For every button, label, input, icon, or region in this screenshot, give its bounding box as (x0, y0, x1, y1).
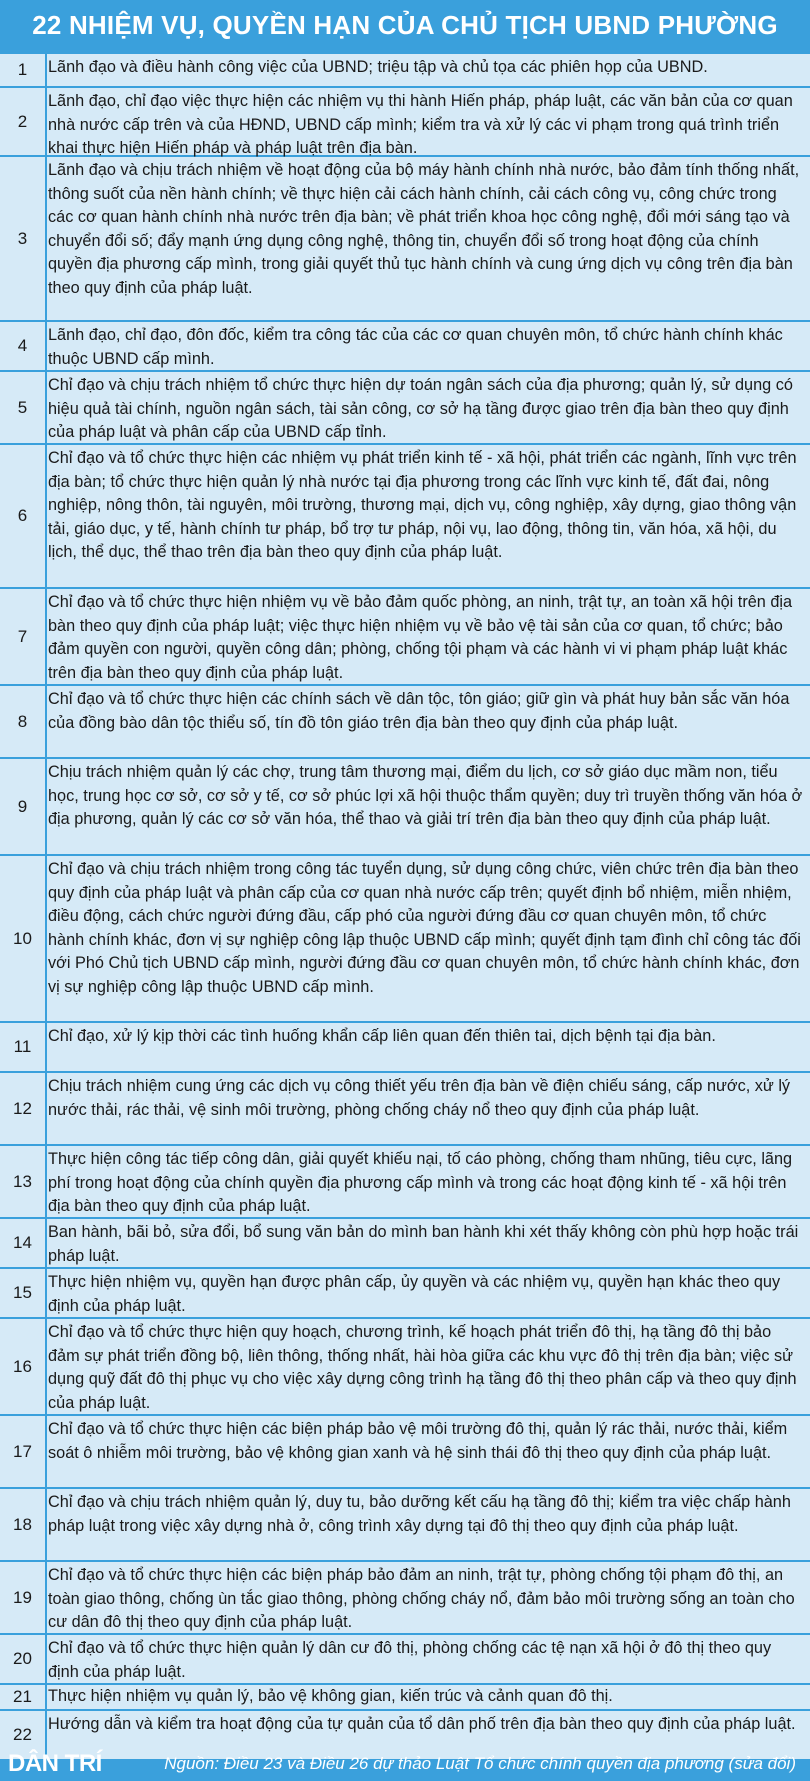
row-text: Chịu trách nhiệm cung ứng các dịch vụ công thiết yếu trên địa bàn về điện chiếu sáng, cấp nước, xử lý nước thải, rác thải, vệ sinh môi trường, phòng chống cháy nổ theo quy định của pháp luật. (48, 1077, 791, 1119)
row-text: Lãnh đạo và điều hành công việc của UBND; triệu tập và chủ tọa các phiên họp của UBND. (48, 58, 708, 76)
row-text: Lãnh đạo, chỉ đạo việc thực hiện các nhiệm vụ thi hành Hiến pháp, pháp luật, các văn bản của cơ quan nhà nước cấp trên và của HĐND, UBND cấp mình; kiểm tra và xử lý các vi phạm trong quá trình triển khai thực hiện Hiến pháp và pháp luật trên địa bàn. (48, 92, 793, 157)
row-text: Chỉ đạo, xử lý kịp thời các tình huống khẩn cấp liên quan đến thiên tai, dịch bệnh tại địa bàn. (48, 1027, 716, 1045)
row-number: 19 (0, 1562, 47, 1633)
table-row (0, 1489, 810, 1560)
table-row (0, 54, 810, 86)
row-number: 8 (0, 686, 47, 757)
table-row (0, 1023, 810, 1071)
row-text: Chịu trách nhiệm quản lý các chợ, trung tâm thương mại, điểm du lịch, cơ sở giáo dục mầm non, tiểu học, trung học cơ sở, cơ sở y tế, cơ sở phúc lợi xã hội thuộc thẩm quyền; duy trì truyền thống văn hóa ở địa phương, quản lý các cơ sở văn hóa, thể thao và giải trí trên địa bàn theo quy định của pháp luật. (48, 763, 803, 828)
table-row (0, 686, 810, 757)
row-text: Chỉ đạo và tổ chức thực hiện các nhiệm vụ phát triển kinh tế - xã hội, phát triển các ngành, lĩnh vực trên địa bàn; tổ chức thực hiện quản lý nhà nước tại địa phương trong các lĩnh vực kinh tế, đất đai, nông nghiệp, nông thôn, tài nguyên, môi trường, thương mại, dịch vụ, công nghiệp, xây dựng, giao thông vận tải, giáo dục, y tế, hành chính tư pháp, bổ trợ tư pháp, nội vụ, lao động, thông tin, văn hóa, xã hội, du lịch, thể dục, thể thao trên địa bàn theo quy định của pháp luật. (48, 449, 797, 561)
table-row (0, 1685, 810, 1709)
row-number: 2 (0, 88, 47, 155)
row-number: 14 (0, 1219, 47, 1267)
row-text: Chỉ đạo và tổ chức thực hiện quy hoạch, chương trình, kế hoạch phát triển đô thị, hạ tầng đô thị bảo đảm sự phát triển đồng bộ, liên thông, thống nhất, hài hòa giữa các khu vực đô thị trên địa bàn; việc sử dụng quỹ đất đô thị phục vụ cho việc xây dựng công trình hạ tầng đô thị theo phân cấp và theo quy định của pháp luật. (48, 1323, 797, 1412)
table-row (0, 1073, 810, 1144)
row-number: 11 (0, 1023, 47, 1071)
table-row (0, 322, 810, 370)
row-text: Chỉ đạo và tổ chức thực hiện các chính sách về dân tộc, tôn giáo; giữ gìn và phát huy bản sắc văn hóa của đồng bào dân tộc thiểu số, tín đồ tôn giáo trên địa bàn theo quy định của pháp luật. (48, 690, 790, 732)
row-text: Hướng dẫn và kiểm tra hoạt động của tự quản của tổ dân phố trên địa bàn theo quy định của pháp luật. (48, 1715, 796, 1733)
row-number: 16 (0, 1319, 47, 1414)
row-number: 6 (0, 445, 47, 587)
footer (0, 1748, 810, 1781)
row-number: 18 (0, 1489, 47, 1560)
page-title: 22 NHIỆM VỤ, QUYỀN HẠN CỦA CHỦ TỊCH UBND PHƯỜNG (0, 0, 810, 50)
table-row (0, 1269, 810, 1317)
row-text: Thực hiện nhiệm vụ, quyền hạn được phân cấp, ủy quyền và các nhiệm vụ, quyền hạn khác theo quy định của pháp luật. (48, 1273, 781, 1315)
table-row (0, 1635, 810, 1683)
row-text: Chỉ đạo và tổ chức thực hiện nhiệm vụ về bảo đảm quốc phòng, an ninh, trật tự, an toàn xã hội trên địa bàn theo quy định của pháp luật; việc thực hiện nhiệm vụ về bảo vệ tài sản của cơ quan, tổ chức; bảo đảm quyền con người, quyền công dân; phòng, chống tội phạm và các hành vi vi phạm pháp luật khác trên địa bàn theo quy định của pháp luật. (48, 593, 793, 682)
row-number: 21 (0, 1685, 47, 1709)
table-row (0, 1562, 810, 1633)
table-row (0, 88, 810, 155)
row-text: Chỉ đạo và chịu trách nhiệm quản lý, duy tu, bảo dưỡng kết cấu hạ tầng đô thị; kiểm tra việc chấp hành pháp luật trong việc xây dựng nhà ở, công trình xây dựng tại đô thị theo quy định của pháp luật. (48, 1493, 791, 1535)
table-row (0, 1219, 810, 1267)
row-number: 1 (0, 54, 47, 86)
row-number: 15 (0, 1269, 47, 1317)
row-text: Thực hiện nhiệm vụ quản lý, bảo vệ không gian, kiến trúc và cảnh quan đô thị. (48, 1687, 613, 1705)
row-number: 22 (0, 1711, 47, 1759)
row-text: Chỉ đạo và tổ chức thực hiện quản lý dân cư đô thị, phòng chống các tệ nạn xã hội ở đô thị theo quy định của pháp luật. (48, 1639, 772, 1681)
table-row (0, 1319, 810, 1414)
table-row (0, 1416, 810, 1487)
row-text: Chỉ đạo và chịu trách nhiệm tổ chức thực hiện dự toán ngân sách của địa phương; quản lý, sử dụng có hiệu quả tài chính, nguồn ngân sách, tài sản công, cơ sở hạ tầng được giao trên địa bàn theo quy định của pháp luật và phân cấp của UBND cấp tỉnh. (48, 376, 793, 441)
table-row (0, 157, 810, 320)
row-number: 17 (0, 1416, 47, 1487)
row-text: Lãnh đạo và chịu trách nhiệm về hoạt động của bộ máy hành chính nhà nước, bảo đảm tính thống nhất, thông suốt của nền hành chính; về thực hiện cải cách hành chính, cải cách công vụ, công chức trong các cơ quan hành chính nhà nước trên địa bàn; về phát triển khoa học công nghệ, đổi mới sáng tạo và chuyển đổi số; đẩy mạnh ứng dụng công nghệ, thông tin, chuyển đổi số trong hoạt động của chính quyền địa phương cấp mình, trong giải quyết thủ tục hành chính và cung ứng dịch vụ công trên địa bàn theo quy định của pháp luật. (48, 161, 800, 297)
source-note: Nguồn: Điều 23 và Điều 26 dự thảo Luật Tổ chức chính quyền địa phương (sửa đổi) (164, 1754, 796, 1773)
table-row (0, 759, 810, 854)
table-row (0, 856, 810, 1021)
table-row (0, 445, 810, 587)
row-text: Thực hiện công tác tiếp công dân, giải quyết khiếu nại, tố cáo phòng, chống tham nhũng, tiêu cực, lãng phí trong hoạt động của chính quyền địa phương cấp mình và trong các hoạt động kinh tế - xã hội trên địa bàn theo quy định của pháp luật. (48, 1150, 793, 1215)
row-text: Ban hành, bãi bỏ, sửa đổi, bổ sung văn bản do mình ban hành khi xét thấy không còn phù hợp hoặc trái pháp luật. (48, 1223, 799, 1265)
table-row (0, 372, 810, 443)
row-number: 10 (0, 856, 47, 1021)
row-number: 13 (0, 1146, 47, 1217)
row-number: 20 (0, 1635, 47, 1683)
row-number: 9 (0, 759, 47, 854)
dan-tri-logo: DÂN TRÍ (8, 1750, 102, 1777)
row-number: 12 (0, 1073, 47, 1144)
row-number: 5 (0, 372, 47, 443)
row-number: 4 (0, 322, 47, 370)
row-number: 3 (0, 157, 47, 320)
table-row (0, 589, 810, 684)
row-number: 7 (0, 589, 47, 684)
row-text: Chỉ đạo và chịu trách nhiệm trong công tác tuyển dụng, sử dụng công chức, viên chức trên địa bàn theo quy định của pháp luật và phân cấp của cơ quan nhà nước cấp trên; quyết định bổ nhiệm, miễn nhiệm, điều động, cách chức người đứng đầu, cấp phó của người đứng đầu cơ quan chuyên môn, tổ chức hành chính khác, đơn vị sự nghiệp công lập thuộc UBND cấp mình; quyết định tạm đình chỉ công tác đối với Phó Chủ tịch UBND cấp mình, người đứng đầu cơ quan chuyên môn, tổ chức hành chính khác, đơn vị sự nghiệp công lập thuộc UBND cấp mình. (48, 860, 801, 996)
row-text: Chỉ đạo và tổ chức thực hiện các biện pháp bảo vệ môi trường đô thị, quản lý rác thải, nước thải, kiểm soát ô nhiễm môi trường, bảo vệ không gian xanh và hệ sinh thái đô thị theo quy định của pháp luật. (48, 1420, 788, 1462)
row-text: Chỉ đạo và tổ chức thực hiện các biện pháp bảo đảm an ninh, trật tự, phòng chống tội phạm đô thị, an toàn giao thông, chống ùn tắc giao thông, phòng chống cháy nổ, đảm bảo môi trường sống an toàn cho cư dân đô thị theo quy định của pháp luật. (48, 1566, 795, 1631)
row-text: Lãnh đạo, chỉ đạo, đôn đốc, kiểm tra công tác của các cơ quan chuyên môn, tổ chức hành chính khác thuộc UBND cấp mình. (48, 326, 783, 368)
table-row (0, 1146, 810, 1217)
